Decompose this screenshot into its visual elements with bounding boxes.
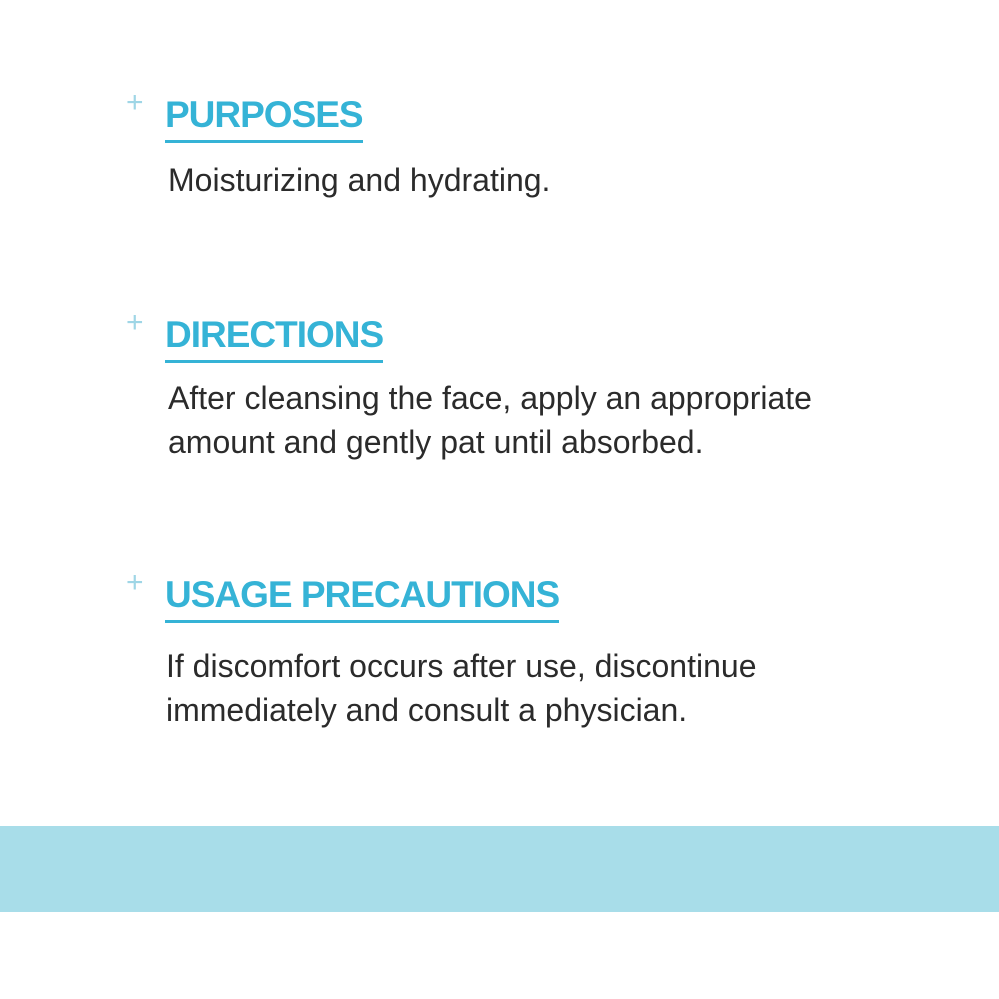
usage-precautions-text-line: immediately and consult a physician.	[166, 692, 688, 728]
plus-icon: +	[126, 86, 144, 119]
usage-precautions-text	[166, 644, 926, 732]
directions-text	[168, 376, 928, 464]
purposes-heading: PURPOSES	[165, 96, 363, 143]
usage-precautions-text-line: If discomfort occurs after use, discontinue	[166, 648, 757, 684]
footer-band	[0, 826, 999, 912]
directions-text-line: After cleansing the face, apply an appropriate	[168, 380, 812, 416]
plus-icon: +	[126, 306, 144, 339]
usage-precautions-heading: USAGE PRECAUTIONS	[165, 576, 559, 623]
purposes-text	[168, 158, 928, 202]
plus-icon: +	[126, 566, 144, 599]
directions-text-line: amount and gently pat until absorbed.	[168, 424, 704, 460]
purposes-text-line: Moisturizing and hydrating.	[168, 162, 551, 198]
directions-heading: DIRECTIONS	[165, 316, 383, 363]
